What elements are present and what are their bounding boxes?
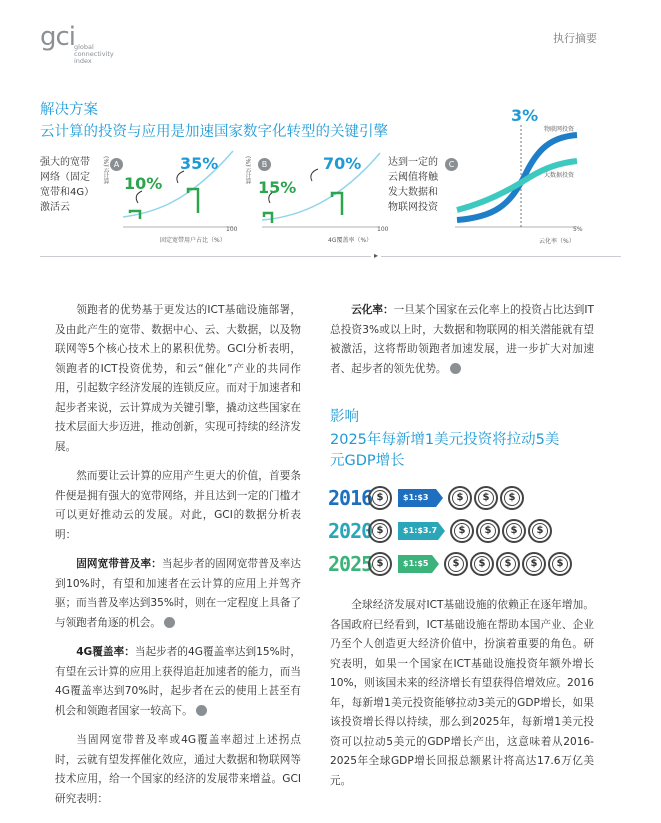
- solution-subtitle: 云计算的投资与应用是加速国家数字化转型的关键引擎: [40, 124, 388, 140]
- tag-a: A: [164, 617, 175, 628]
- dollar-coin-icon: $: [500, 486, 524, 510]
- roi-row-2025: [328, 551, 574, 577]
- roi-ratio: $1:$3: [398, 489, 436, 507]
- divider-arrow-icon: ▸: [371, 251, 381, 260]
- roi-year: 2020: [328, 519, 373, 543]
- gci-logo-text: global connectivity index: [74, 43, 114, 65]
- roi-ratio: $1:$5: [398, 555, 432, 573]
- figure-b-low-pct: 15%: [258, 178, 297, 197]
- figure-a-high-pct: 35%: [180, 154, 219, 173]
- dollar-coin-icon: $: [474, 486, 498, 510]
- gci-logo: [40, 22, 114, 65]
- impact-subtitle-2: 元GDP增长: [330, 453, 405, 469]
- left-p5: 当固网宽带普及率或4G覆盖率超过上述拐点时，云就有望发挥催化效应，通过大数据和物联网等技术应用，给一个国家的经济的发展带来增益。GCI研究表明：: [55, 734, 301, 805]
- right-p1: 云化率：一旦某个国家在云化率上的投资占比达到IT总投资3%或以上时，大数据和物联网的相关潜能就有望被激活，这将帮助领跑者加速发展，进一步扩大对加速者、起步者的领先优势。 C: [330, 304, 594, 375]
- roi-ratio: $1:$3.7: [398, 522, 438, 540]
- solution-title: 解决方案: [40, 102, 98, 118]
- gci-logo-mark: gci: [40, 22, 76, 52]
- figure-b-high-pct: 70%: [323, 154, 362, 173]
- dollar-coin-icon: $: [522, 552, 546, 576]
- roi-row-2020: [328, 518, 554, 544]
- roi-year: 2025: [328, 552, 373, 576]
- impact-title: 影响: [330, 409, 359, 425]
- tag-b: B: [196, 705, 207, 716]
- figure-a-y-label: (%)云计算: [102, 156, 109, 185]
- roi-row-2016: [328, 485, 526, 511]
- dollar-coin-icon: $: [476, 519, 500, 543]
- figure-c-label: 达到一定的 云阈值将触 发大数据和 物联网投资: [388, 157, 438, 213]
- roi-year: 2016: [328, 486, 373, 510]
- figure-c-x-label: 云化率（%）: [539, 238, 575, 245]
- impact-subtitle-1: 2025年每新增1美元投资将拉动5美: [330, 432, 560, 448]
- figure-b-x-label: 4G覆盖率（%）: [328, 237, 373, 244]
- figure-b-x-max: 100: [377, 226, 389, 233]
- dollar-coin-icon: $: [448, 486, 472, 510]
- figure-a-tag: A: [110, 158, 123, 171]
- figure-b-tag: B: [258, 158, 271, 171]
- figure-c-threshold: 3%: [511, 106, 539, 125]
- figure-c-x-max: 5%: [573, 226, 583, 233]
- dollar-coin-icon: $: [470, 552, 494, 576]
- dollar-coin-icon: $: [368, 552, 392, 576]
- figure-a-x-label: 固定宽带用户占比（%）: [160, 237, 226, 244]
- left-p4: 4G覆盖率：当起步者的4G覆盖率达到15%时，有望在云计算的应用上获得追赶加速者的能力，而当4G覆盖率达到70%时，起步者在云的使用上甚至有机会和领跑者国家一较高下。 B: [55, 646, 301, 717]
- dollar-coin-icon: $: [548, 552, 572, 576]
- dollar-coin-icon: $: [496, 552, 520, 576]
- figure-c-series-iot: 物联网投资: [544, 126, 575, 133]
- figure-c-series-bigdata: 大数据投资: [544, 172, 575, 179]
- figure-c-tag: C: [445, 158, 458, 171]
- dollar-coin-icon: $: [368, 486, 392, 510]
- divider: [40, 256, 621, 257]
- tag-c: C: [450, 363, 461, 374]
- dollar-coin-icon: $: [450, 519, 474, 543]
- dollar-coin-icon: $: [368, 519, 392, 543]
- figure-a-x-max: 100: [226, 226, 238, 233]
- dollar-coin-icon: $: [444, 552, 468, 576]
- figure-a-label: 强大的宽带 网络（固定 宽带和4G） 激活云: [40, 157, 95, 213]
- left-p2: 然而要让云计算的应用产生更大的价值，首要条件便是拥有强大的宽带网络，并且达到一定的门槛才可以更好推动云的发展。对此，GCI的数据分析表明：: [55, 470, 301, 541]
- figure-a-low-pct: 10%: [124, 174, 163, 193]
- right-column-bottom: [330, 596, 594, 801]
- right-p2: 全球经济发展对ICT基础设施的依赖正在逐年增加。各国政府已经看到，ICT基础设施在帮助本国产业、企业乃至个人创造更大经济价值中，扮演着重要的角色。研究表明，如果一个国家在ICT基础设施投资年额外增长10%，则该国未来的经济增长有望获得倍增效应。2016年，每新增1美元投资能够拉动3美元的GDP增长，如果该投资增长得以持续，那么到2025年，每新增1美元投资可以拉动5美元的GDP增长产出，这意味着从2016-2025年全球GDP增长回报总额累计将高达17.6万亿美元。: [330, 599, 594, 787]
- section-label: 执行摘要: [553, 32, 597, 45]
- left-p1: 领跑者的优势基于更发达的ICT基础设施部署，及由此产生的宽带、数据中心、云、大数据，以及物联网等5个核心技术上的累积优势。GCI分析表明，领跑者的ICT投资优势，和云“催化”产业的共同作用，引起数字经济发展的连锁反应。而对于加速者和起步者来说，云计算成为关键引擎，撬动这些国家在技术层面大步迈进，推动创新，实现可持续的经济发展。: [55, 304, 301, 453]
- dollar-coin-icon: $: [502, 519, 526, 543]
- figure-b-y-label: (%)云计算: [244, 156, 251, 185]
- right-column-top: [330, 301, 594, 389]
- left-p3: 固网宽带普及率：当起步者的固网宽带普及率达到10%时，有望和加速者在云计算的应用上并驾齐驱；而当普及率达到35%时，则在一定程度上具备了与领跑者角逐的机会。 A: [55, 558, 302, 629]
- left-column: [55, 301, 301, 819]
- dollar-coin-icon: $: [528, 519, 552, 543]
